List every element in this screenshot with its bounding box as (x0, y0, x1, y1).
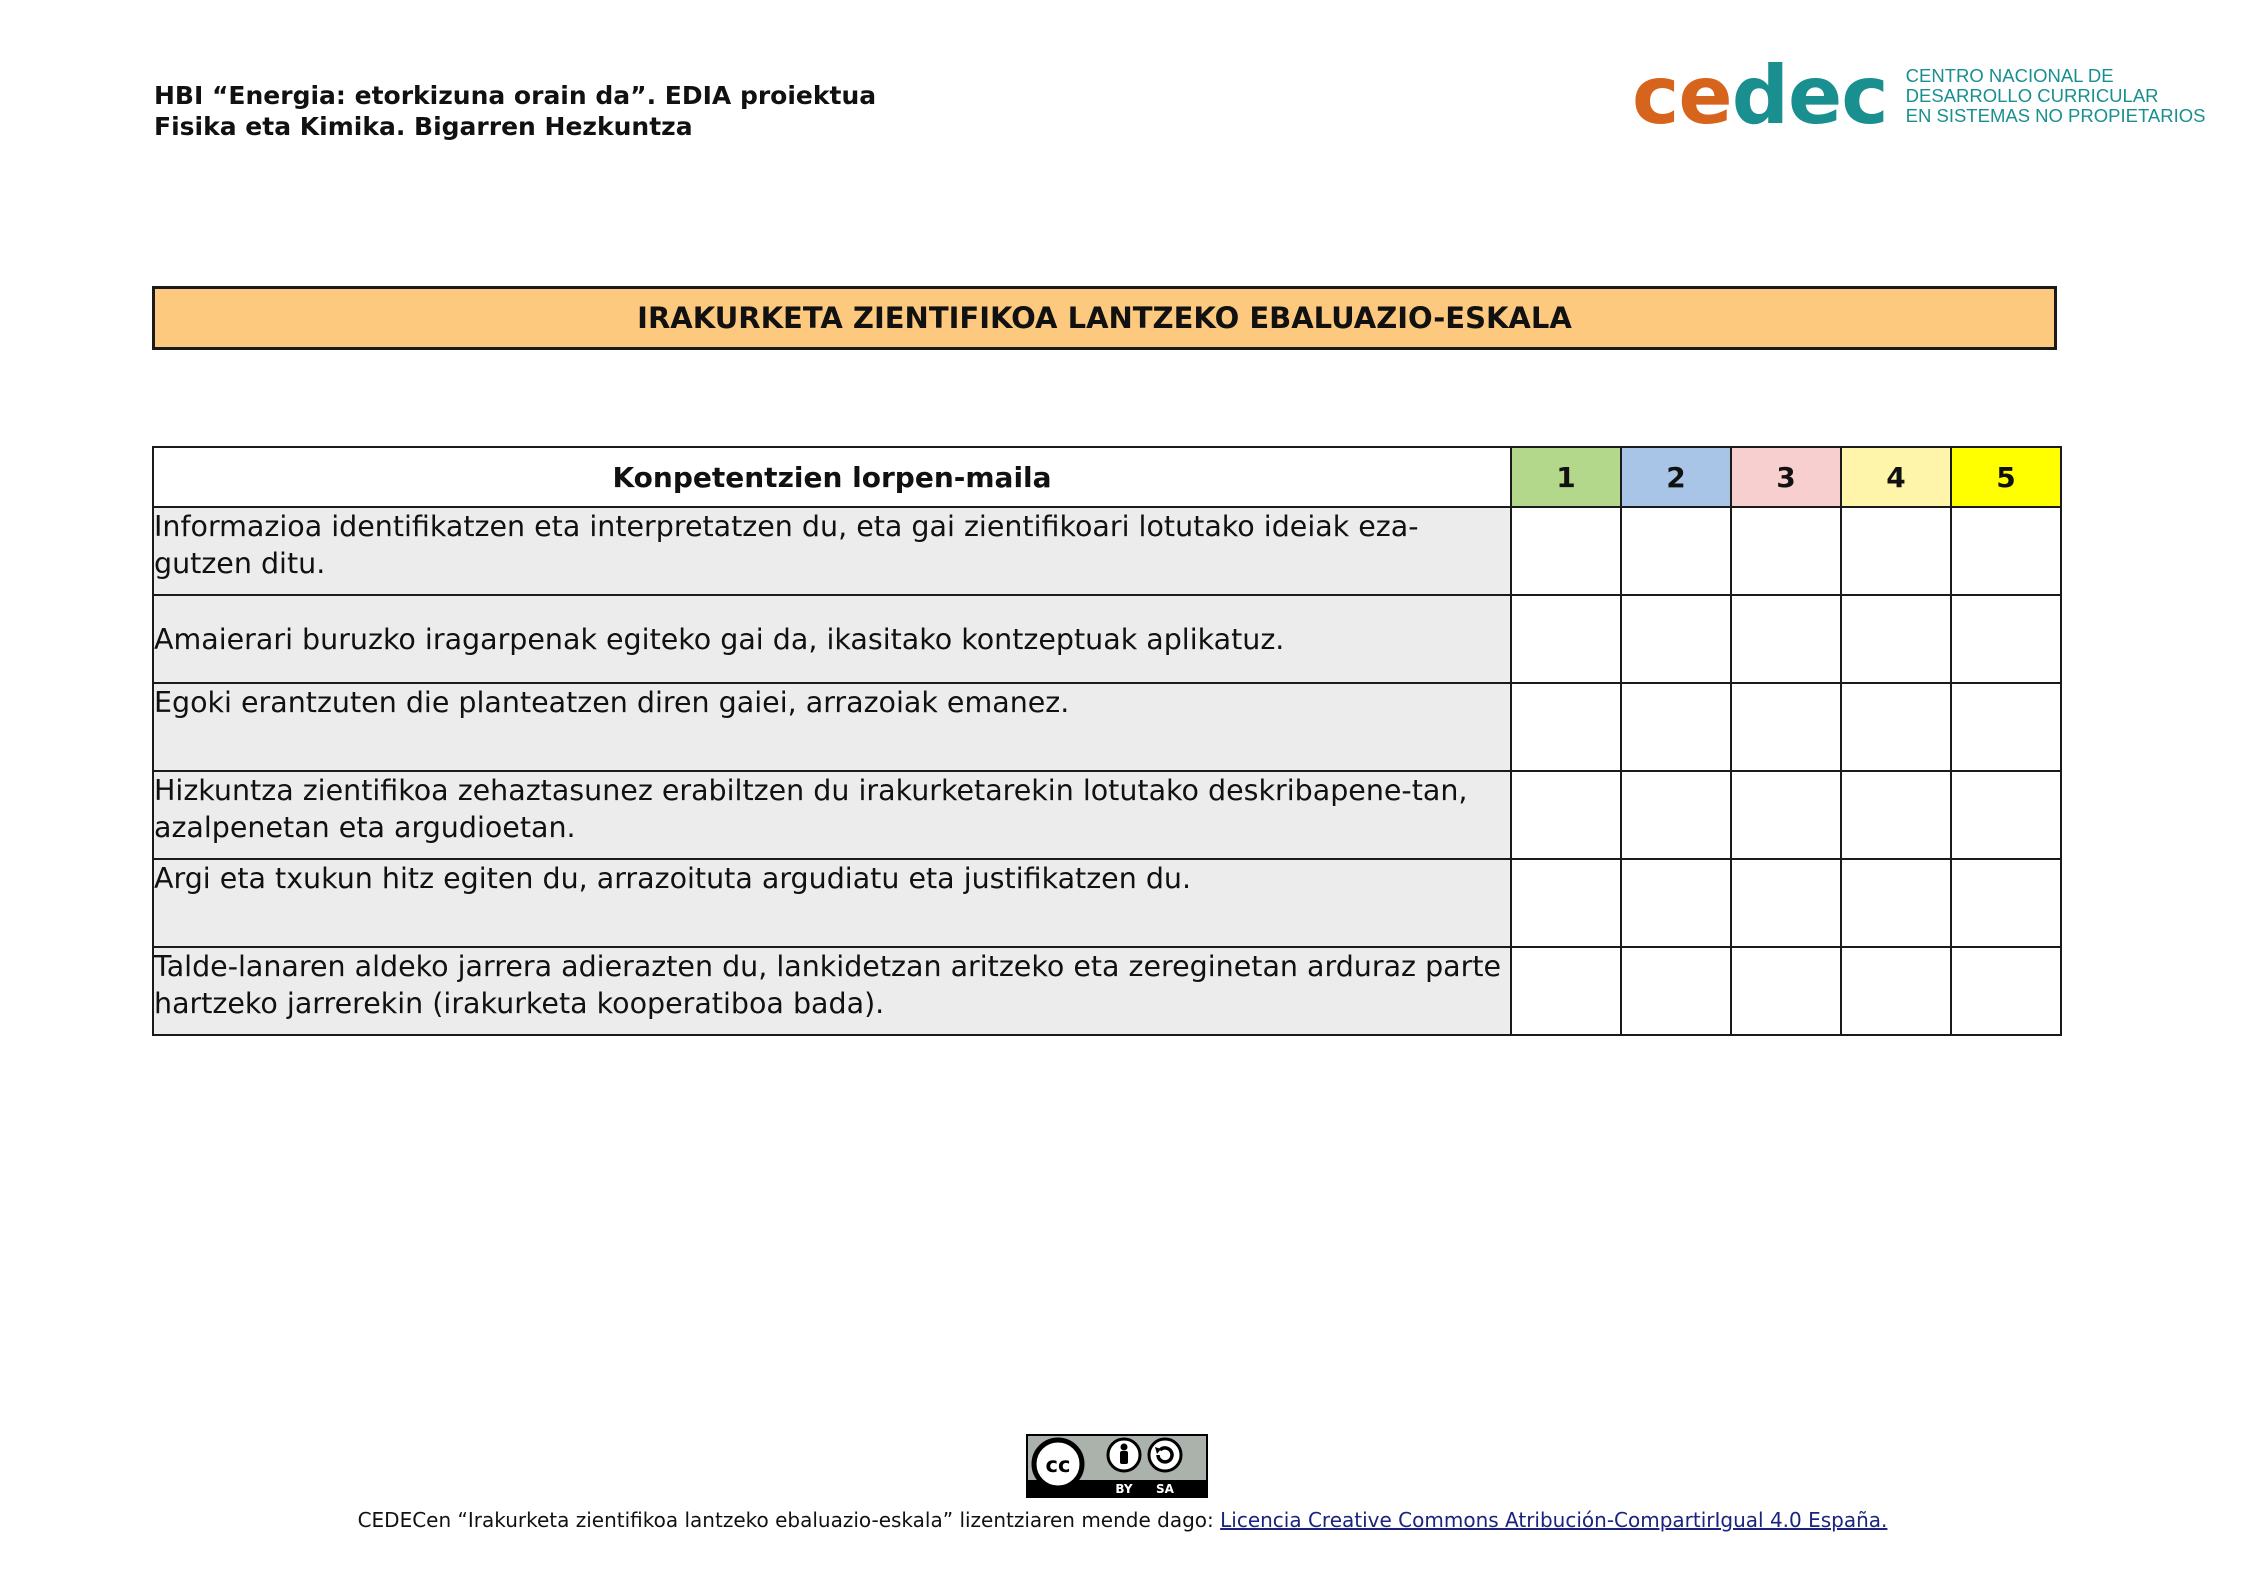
level-4-header: 4 (1841, 447, 1951, 507)
score-cell-level-5[interactable] (1951, 595, 2061, 683)
level-3-header: 3 (1731, 447, 1841, 507)
score-cell-level-2[interactable] (1621, 507, 1731, 595)
score-cell-level-1[interactable] (1511, 507, 1621, 595)
score-cell-level-5[interactable] (1951, 683, 2061, 771)
criterion-cell: Egoki erantzuten die planteatzen diren gaiei, arrazoiak emanez. (153, 683, 1511, 771)
wordmark-part-ce: ce (1632, 49, 1732, 142)
creative-commons-by-sa-badge[interactable] (1026, 1434, 1208, 1498)
cc-icon-text: cc (1045, 1453, 1071, 1477)
header-subject-line: Fisika eta Kimika. Bigarren Hezkuntza (154, 112, 693, 141)
score-cell-level-4[interactable] (1841, 683, 1951, 771)
score-cell-level-2[interactable] (1621, 771, 1731, 859)
badge-by-label: BY (1115, 1482, 1133, 1496)
badge-sa-label: SA (1156, 1482, 1174, 1496)
criteria-column-header: Konpetentzien lorpen-maila (153, 447, 1511, 507)
score-cell-level-2[interactable] (1621, 947, 1731, 1035)
license-text: CEDECen “Irakurketa zientifikoa lantzeko ebaluazio-eskala” lizentziaren mende dago: (357, 1508, 1221, 1532)
wordmark-part-dec: dec (1731, 49, 1888, 142)
criterion-cell: Amaierari buruzko iragarpenak egiteko gai da, ikasitako kontzeptuak aplikatuz. (153, 595, 1511, 683)
score-cell-level-2[interactable] (1621, 859, 1731, 947)
table-row (153, 771, 2061, 859)
score-cell-level-4[interactable] (1841, 507, 1951, 595)
score-cell-level-1[interactable] (1511, 771, 1621, 859)
document-header (154, 80, 876, 142)
table-row (153, 947, 2061, 1035)
score-cell-level-5[interactable] (1951, 771, 2061, 859)
score-cell-level-4[interactable] (1841, 859, 1951, 947)
criterion-cell: Argi eta txukun hitz egiten du, arrazoituta argudiatu eta justifikatzen du. (153, 859, 1511, 947)
table-row (153, 683, 2061, 771)
criterion-cell: Informazioa identifikatzen eta interpretatzen du, eta gai zientifikoari lotutako ideiak eza-gutzen ditu. (153, 507, 1511, 595)
score-cell-level-3[interactable] (1731, 507, 1841, 595)
level-5-header: 5 (1951, 447, 2061, 507)
table-row (153, 859, 2061, 947)
score-cell-level-3[interactable] (1731, 683, 1841, 771)
score-cell-level-1[interactable] (1511, 683, 1621, 771)
header-project-line: HBI “Energia: etorkizuna orain da”. EDIA proiektua (154, 81, 877, 110)
score-cell-level-5[interactable] (1951, 947, 2061, 1035)
score-cell-level-3[interactable] (1731, 859, 1841, 947)
cedec-subtitle-line2: DESARROLLO CURRICULAR (1905, 85, 2159, 106)
score-cell-level-2[interactable] (1621, 683, 1731, 771)
attribution-icon-head (1121, 1444, 1128, 1451)
score-cell-level-2[interactable] (1621, 595, 1731, 683)
criterion-cell: Talde-lanaren aldeko jarrera adierazten du, lankidetzan aritzeko eta zereginetan arduraz parte hartzeko jarrerekin (irakurketa kooperatiboa bada). (153, 947, 1511, 1035)
score-cell-level-1[interactable] (1511, 859, 1621, 947)
score-cell-level-5[interactable] (1951, 507, 2061, 595)
score-cell-level-4[interactable] (1841, 595, 1951, 683)
score-cell-level-1[interactable] (1511, 947, 1621, 1035)
level-1-header: 1 (1511, 447, 1621, 507)
cedec-wordmark (1632, 49, 1888, 142)
license-notice (0, 1508, 2245, 1532)
share-alike-icon (1149, 1439, 1181, 1471)
rubric-title: IRAKURKETA ZIENTIFIKOA LANTZEKO EBALUAZIO-ESKALA (152, 286, 2057, 350)
score-cell-level-1[interactable] (1511, 595, 1621, 683)
level-2-header: 2 (1621, 447, 1731, 507)
table-row (153, 595, 2061, 683)
cedec-logo (1632, 49, 2206, 142)
table-row (153, 507, 2061, 595)
attribution-icon-body (1120, 1451, 1128, 1464)
score-cell-level-3[interactable] (1731, 771, 1841, 859)
score-cell-level-3[interactable] (1731, 595, 1841, 683)
score-cell-level-3[interactable] (1731, 947, 1841, 1035)
rubric-table (152, 446, 2062, 1036)
cedec-subtitle-line1: CENTRO NACIONAL DE (1905, 65, 2114, 86)
license-link[interactable]: Licencia Creative Commons Atribución-CompartirIgual 4.0 España. (1220, 1508, 1888, 1532)
score-cell-level-4[interactable] (1841, 771, 1951, 859)
cedec-subtitle (1906, 66, 2206, 126)
cedec-subtitle-line3: EN SISTEMAS NO PROPIETARIOS (1905, 105, 2206, 126)
score-cell-level-5[interactable] (1951, 859, 2061, 947)
criterion-cell: Hizkuntza zientifikoa zehaztasunez erabiltzen du irakurketarekin lotutako deskribapene-tan, azalpenetan eta argudioetan. (153, 771, 1511, 859)
rubric-header-row (153, 447, 2061, 507)
score-cell-level-4[interactable] (1841, 947, 1951, 1035)
